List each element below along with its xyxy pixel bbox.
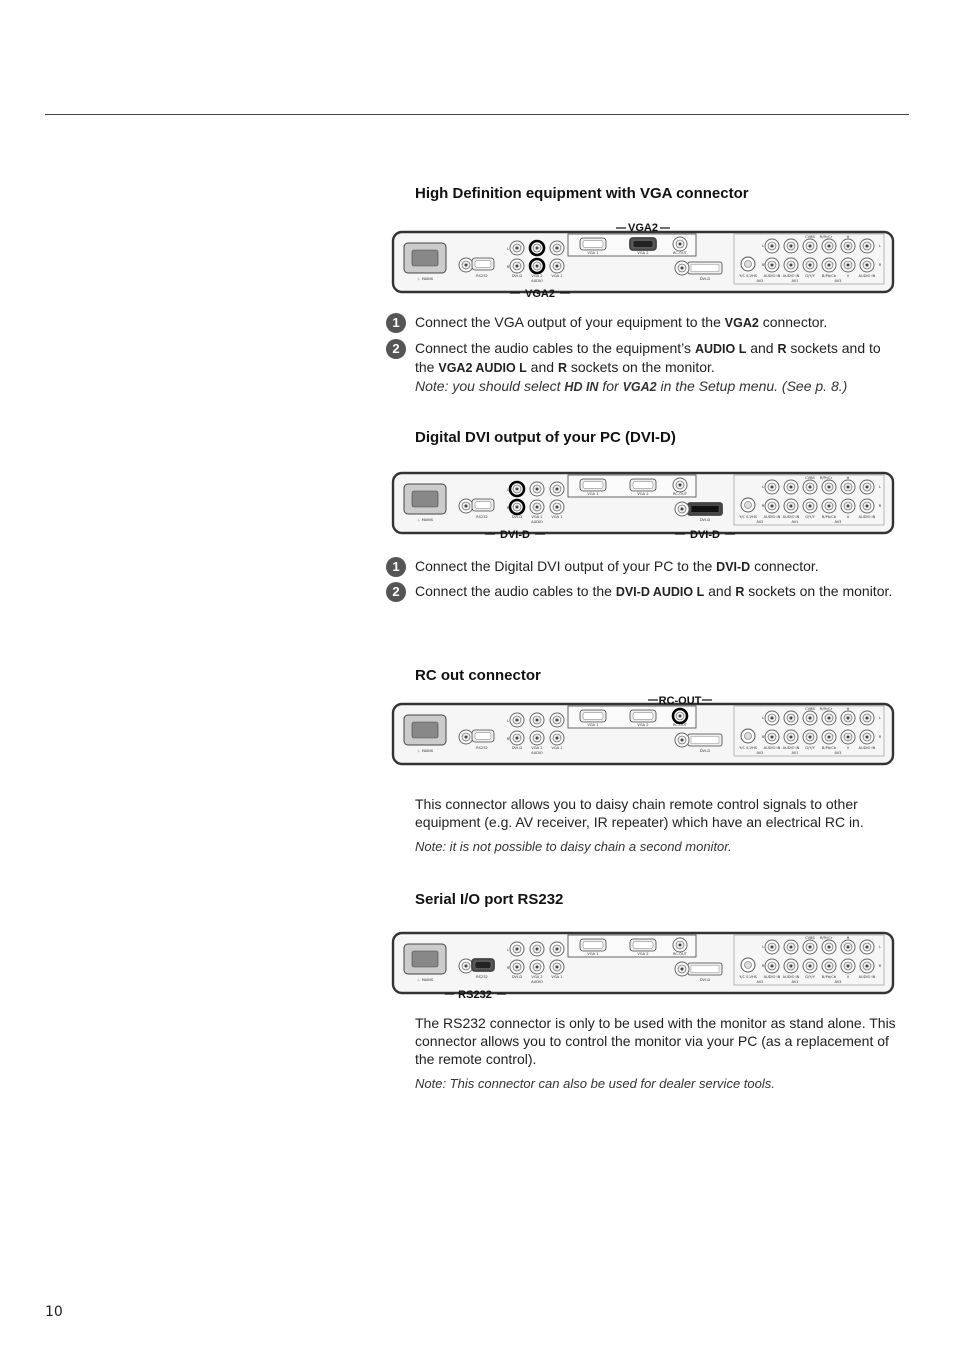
- rca-pin: [847, 245, 850, 248]
- panel-diagram: [390, 923, 896, 1003]
- av3-l-label: L: [878, 485, 882, 489]
- bold-term: R: [735, 585, 745, 599]
- rca-pin: [681, 968, 684, 971]
- mains-socket: [412, 250, 438, 266]
- av3-l-label: L: [878, 716, 882, 720]
- rca-pin: [809, 946, 812, 949]
- mains-label: ⏚ MAINS: [416, 749, 434, 753]
- d-sub-pins: [475, 733, 491, 740]
- rs232-label: RS232: [476, 975, 488, 979]
- v-label: V: [846, 975, 850, 979]
- text: Connect the audio cables to the equipment’s: [415, 340, 695, 356]
- rca-pin: [536, 265, 539, 268]
- step-number: 2: [386, 582, 406, 602]
- text: and: [704, 583, 736, 599]
- audio-vga1-label: VGA 1: [551, 746, 563, 750]
- rca-pin: [465, 505, 468, 508]
- audio-l-label: L: [506, 719, 510, 723]
- rca-pin: [516, 737, 519, 740]
- av3-audio-label: AUDIO IN: [858, 515, 876, 519]
- rca-pin: [536, 488, 539, 491]
- rca-pin: [556, 265, 559, 268]
- text: sockets on the monitor.: [744, 583, 893, 599]
- bold-term: R: [777, 342, 787, 356]
- d-sub-pins: [583, 942, 603, 949]
- svhs-label: Y/C S-VHS: [739, 746, 757, 750]
- svhs-label: Y/C S-VHS: [739, 975, 757, 979]
- bpb-label: B/Pb/Cb: [821, 515, 837, 519]
- svhs-label: Y/C S-VHS: [739, 274, 757, 278]
- panel-diagram: [390, 694, 896, 774]
- rca-pin: [790, 245, 793, 248]
- bpb-label: B/Pb/Cb: [821, 746, 837, 750]
- rca-pin: [556, 737, 559, 740]
- rcout-label: RC-OUT: [673, 723, 687, 727]
- d-sub-pins: [475, 962, 491, 969]
- rca-pin: [771, 264, 774, 267]
- bold-term: VGA2: [622, 380, 657, 394]
- vga1-label: VGA 1: [587, 251, 599, 255]
- rca-pin: [536, 737, 539, 740]
- bold-term: AUDIO L: [694, 342, 747, 356]
- rca-pin: [847, 965, 850, 968]
- rca-pin: [556, 966, 559, 969]
- av1-label: AV1: [791, 980, 799, 984]
- vga-step-1: [386, 313, 901, 332]
- text: and: [526, 359, 558, 375]
- rca-pin: [847, 264, 850, 267]
- text: Connect the audio cables to the: [415, 583, 616, 599]
- rca-pin: [866, 486, 869, 489]
- rca-pin: [828, 245, 831, 248]
- av2-l-label: L: [761, 716, 765, 720]
- av2-r-label: R: [761, 263, 765, 267]
- av1-label: AV1: [791, 751, 799, 755]
- bold-term: R: [557, 361, 567, 375]
- rca-pin: [828, 736, 831, 739]
- rca-pin: [790, 717, 793, 720]
- rca-pin: [536, 247, 539, 250]
- text: in the Setup menu. (See p. 8.): [656, 378, 848, 394]
- text: Connect the Digital DVI output of your PC to the: [415, 558, 717, 574]
- av2-audio-label: AUDIO IN: [763, 515, 781, 519]
- av2-audio-label: AUDIO IN: [763, 746, 781, 750]
- h-label: H: [846, 476, 850, 480]
- rca-pin: [771, 736, 774, 739]
- text: sockets and to the: [415, 340, 881, 375]
- gyy-label: G/Y/Y: [805, 274, 815, 278]
- audio-vga1-label: VGA 1: [551, 515, 563, 519]
- av2-audio-label: AUDIO IN: [763, 975, 781, 979]
- connector-panel-vga: [390, 222, 896, 302]
- audio-r-label: R: [506, 265, 510, 269]
- audio-dvid-label: DVI-D: [511, 975, 523, 979]
- rca-pin: [465, 264, 468, 267]
- text: connector.: [750, 558, 819, 574]
- section-title-rs232: Serial I/O port RS232: [415, 891, 564, 908]
- rca-pin: [556, 247, 559, 250]
- av3-label: AV3: [834, 279, 842, 283]
- svhs-pins: [745, 733, 752, 740]
- av2-r-label: R: [761, 735, 765, 739]
- rca-pin: [679, 944, 682, 947]
- rca-pin: [866, 264, 869, 267]
- audio-vga2-label: VGA 2: [531, 274, 543, 278]
- av1-audio-label: AUDIO IN: [782, 746, 800, 750]
- rca-pin: [866, 245, 869, 248]
- bold-term: VGA2: [724, 316, 759, 330]
- av1-label: AV1: [791, 279, 799, 283]
- av3-label: AV3: [834, 751, 842, 755]
- audio-l-label: L: [506, 948, 510, 952]
- dvid-callout-right: DVI-D: [690, 529, 720, 541]
- rca-pin: [536, 719, 539, 722]
- rca-pin: [516, 719, 519, 722]
- rca-pin: [790, 486, 793, 489]
- rca-pin: [809, 965, 812, 968]
- rca-pin: [809, 245, 812, 248]
- rca-pin: [516, 506, 519, 509]
- gyy-label: G/Y/Y: [805, 515, 815, 519]
- audio-r-label: R: [506, 966, 510, 970]
- rca-pin: [536, 506, 539, 509]
- bold-term: DVI-D: [716, 560, 751, 574]
- av3-r-label: R: [878, 263, 882, 267]
- rc-paragraph: This connector allows you to daisy chain remote control signals to other equipment (e.g. AV receiver, IR repeater) which have an electrical RC in.: [415, 796, 864, 830]
- audio-dvid-label: DVI-D: [511, 274, 523, 278]
- connector-panel-rc: [390, 694, 896, 774]
- mains-label: ⏚ MAINS: [416, 518, 434, 522]
- rca-pin: [516, 966, 519, 969]
- rpr-label: R/Pr/Cr: [819, 476, 833, 480]
- rca-pin: [809, 264, 812, 267]
- rca-pin: [847, 505, 850, 508]
- dvid-label: DVI-D: [699, 749, 711, 753]
- rca-pin: [556, 948, 559, 951]
- rca-pin: [866, 736, 869, 739]
- dvi-pins: [691, 966, 719, 973]
- vga-step-2: [386, 339, 901, 396]
- rs232-callout: RS232: [458, 989, 492, 1001]
- vga1-label: VGA 1: [587, 723, 599, 727]
- d-sub-pins: [633, 241, 653, 248]
- d-sub-pins: [633, 942, 653, 949]
- d-sub-pins: [633, 713, 653, 720]
- dvi-step-2: [386, 582, 901, 601]
- v-label: V: [846, 515, 850, 519]
- av2-l-label: L: [761, 485, 765, 489]
- rca-pin: [809, 736, 812, 739]
- audio-vga2-label: VGA 2: [531, 515, 543, 519]
- audio-vga2-label: VGA 2: [531, 975, 543, 979]
- vga2-label: VGA 2: [637, 492, 649, 496]
- av3-l-label: L: [878, 244, 882, 248]
- rs232-label: RS232: [476, 274, 488, 278]
- mains-label: ⏚ MAINS: [416, 277, 434, 281]
- rpr-label: R/Pr/Cr: [819, 936, 833, 940]
- rc-note: Note: it is not possible to daisy chain a second monitor.: [415, 839, 732, 854]
- rca-pin: [828, 505, 831, 508]
- vga2-label: VGA 2: [637, 251, 649, 255]
- rca-pin: [556, 506, 559, 509]
- audio-dvid-label: DVI-D: [511, 746, 523, 750]
- vga1-label: VGA 1: [587, 492, 599, 496]
- rca-pin: [847, 946, 850, 949]
- av3-l-label: L: [878, 945, 882, 949]
- d-sub-pins: [475, 502, 491, 509]
- av2-label: AV2: [756, 279, 764, 283]
- dvi-pins: [691, 737, 719, 744]
- d-sub-pins: [583, 482, 603, 489]
- rca-pin: [828, 965, 831, 968]
- rca-pin: [556, 719, 559, 722]
- text: connector.: [758, 314, 828, 330]
- svhs-label: Y/C S-VHS: [739, 515, 757, 519]
- rca-pin: [847, 717, 850, 720]
- rca-pin: [790, 965, 793, 968]
- rca-pin: [809, 717, 812, 720]
- rcout-label: RC-OUT: [673, 251, 687, 255]
- rca-pin: [828, 946, 831, 949]
- mains-socket: [412, 722, 438, 738]
- av3-r-label: R: [878, 964, 882, 968]
- av3-label: AV3: [834, 520, 842, 524]
- h-label: H: [846, 936, 850, 940]
- section-title-rc: RC out connector: [415, 667, 541, 684]
- audio-label: AUDIO: [531, 279, 543, 283]
- vga1-label: VGA 1: [587, 952, 599, 956]
- av3-audio-label: AUDIO IN: [858, 975, 876, 979]
- rca-pin: [771, 245, 774, 248]
- av3-label: AV3: [834, 980, 842, 984]
- svhs-pins: [745, 962, 752, 969]
- audio-vga1-label: VGA 1: [551, 274, 563, 278]
- av2-label: AV2: [756, 751, 764, 755]
- audio-l-label: L: [506, 488, 510, 492]
- panel-diagram: [390, 222, 896, 302]
- d-sub-pins: [475, 261, 491, 268]
- dvi-step-1: [386, 557, 901, 576]
- rs232-paragraph: The RS232 connector is only to be used with the monitor as stand alone. This connector allows you to control the monitor via your PC (as a replacement of the remote control).: [415, 1015, 896, 1067]
- rca-pin: [536, 966, 539, 969]
- dvid-callout-left: DVI-D: [500, 529, 530, 541]
- vga2-callout-top: VGA2: [628, 222, 658, 234]
- dvid-label: DVI-D: [699, 277, 711, 281]
- av2-r-label: R: [761, 964, 765, 968]
- rca-pin: [465, 965, 468, 968]
- rca-pin: [556, 488, 559, 491]
- rca-pin: [536, 948, 539, 951]
- rpr-label: R/Pr/Cr: [819, 235, 833, 239]
- cvbs-label: CVBS: [805, 235, 815, 239]
- av1-label: AV1: [791, 520, 799, 524]
- mains-socket: [412, 491, 438, 507]
- mains-label: ⏚ MAINS: [416, 978, 434, 982]
- connector-panel-dvi: [390, 463, 896, 543]
- bold-term: VGA2 AUDIO L: [438, 361, 527, 375]
- text: for: [598, 378, 623, 394]
- vga2-label: VGA 2: [637, 952, 649, 956]
- panel-diagram: [390, 463, 896, 543]
- section-title-vga: High Definition equipment with VGA connector: [415, 185, 749, 202]
- av3-r-label: R: [878, 735, 882, 739]
- rca-pin: [828, 264, 831, 267]
- av3-r-label: R: [878, 504, 882, 508]
- rca-pin: [771, 946, 774, 949]
- audio-vga1-label: VGA 1: [551, 975, 563, 979]
- av3-audio-label: AUDIO IN: [858, 746, 876, 750]
- bpb-label: B/Pb/Cb: [821, 274, 837, 278]
- rca-pin: [681, 508, 684, 511]
- av2-audio-label: AUDIO IN: [763, 274, 781, 278]
- step-number: 1: [386, 557, 406, 577]
- cvbs-label: CVBS: [805, 936, 815, 940]
- audio-label: AUDIO: [531, 520, 543, 524]
- rpr-label: R/Pr/Cr: [819, 707, 833, 711]
- text: Note: you should select: [415, 378, 565, 394]
- rca-pin: [828, 486, 831, 489]
- bold-term: HD IN: [564, 380, 599, 394]
- rs232-note: Note: This connector can also be used for dealer service tools.: [415, 1076, 775, 1091]
- av3-audio-label: AUDIO IN: [858, 274, 876, 278]
- rcout-callout: RC-OUT: [658, 695, 702, 707]
- rca-pin: [790, 946, 793, 949]
- dvi-pins: [691, 265, 719, 272]
- rcout-label: RC-OUT: [673, 952, 687, 956]
- rcout-label: RC-OUT: [673, 492, 687, 496]
- h-label: H: [846, 707, 850, 711]
- dvid-label: DVI-D: [699, 978, 711, 982]
- v-label: V: [846, 274, 850, 278]
- gyy-label: G/Y/Y: [805, 746, 815, 750]
- text: Connect the VGA output of your equipment to the: [415, 314, 725, 330]
- rca-pin: [516, 265, 519, 268]
- svhs-pins: [745, 261, 752, 268]
- v-label: V: [846, 746, 850, 750]
- audio-l-label: L: [506, 247, 510, 251]
- rca-pin: [866, 717, 869, 720]
- vga2-callout-bottom: VGA2: [525, 288, 555, 300]
- rca-pin: [866, 965, 869, 968]
- av1-audio-label: AUDIO IN: [782, 515, 800, 519]
- page-number: 10: [45, 1304, 63, 1320]
- rca-pin: [866, 946, 869, 949]
- av1-audio-label: AUDIO IN: [782, 274, 800, 278]
- rca-pin: [679, 243, 682, 246]
- bpb-label: B/Pb/Cb: [821, 975, 837, 979]
- audio-label: AUDIO: [531, 751, 543, 755]
- rca-pin: [790, 736, 793, 739]
- rca-pin: [679, 715, 682, 718]
- rca-pin: [809, 505, 812, 508]
- step-number: 1: [386, 313, 406, 333]
- audio-label: AUDIO: [531, 980, 543, 984]
- rca-pin: [681, 739, 684, 742]
- bold-term: DVI-D AUDIO L: [615, 585, 705, 599]
- rca-pin: [465, 736, 468, 739]
- gyy-label: G/Y/Y: [805, 975, 815, 979]
- dvid-label: DVI-D: [699, 518, 711, 522]
- rca-pin: [679, 484, 682, 487]
- av2-l-label: L: [761, 244, 765, 248]
- rca-pin: [771, 505, 774, 508]
- h-label: H: [846, 235, 850, 239]
- cvbs-label: CVBS: [805, 707, 815, 711]
- header-rule: [45, 114, 909, 115]
- rca-pin: [809, 486, 812, 489]
- vga2-label: VGA 2: [637, 723, 649, 727]
- av2-label: AV2: [756, 980, 764, 984]
- vga-note: [415, 378, 847, 394]
- av2-l-label: L: [761, 945, 765, 949]
- audio-vga2-label: VGA 2: [531, 746, 543, 750]
- text: and: [746, 340, 778, 356]
- rca-pin: [516, 488, 519, 491]
- av1-audio-label: AUDIO IN: [782, 975, 800, 979]
- mains-socket: [412, 951, 438, 967]
- rca-pin: [771, 717, 774, 720]
- rca-pin: [866, 505, 869, 508]
- rca-pin: [790, 505, 793, 508]
- rca-pin: [681, 267, 684, 270]
- audio-r-label: R: [506, 737, 510, 741]
- av2-label: AV2: [756, 520, 764, 524]
- rca-pin: [516, 948, 519, 951]
- step-number: 2: [386, 339, 406, 359]
- dvi-pins: [691, 506, 719, 513]
- rca-pin: [828, 717, 831, 720]
- rca-pin: [847, 486, 850, 489]
- svhs-pins: [745, 502, 752, 509]
- connector-panel-rs232: [390, 923, 896, 1003]
- d-sub-pins: [583, 241, 603, 248]
- text: sockets on the monitor.: [566, 359, 715, 375]
- rs232-label: RS232: [476, 746, 488, 750]
- rca-pin: [516, 247, 519, 250]
- audio-dvid-label: DVI-D: [511, 515, 523, 519]
- section-title-dvi: Digital DVI output of your PC (DVI-D): [415, 429, 676, 446]
- rca-pin: [790, 264, 793, 267]
- d-sub-pins: [633, 482, 653, 489]
- rca-pin: [771, 486, 774, 489]
- d-sub-pins: [583, 713, 603, 720]
- av2-r-label: R: [761, 504, 765, 508]
- rca-pin: [771, 965, 774, 968]
- cvbs-label: CVBS: [805, 476, 815, 480]
- audio-r-label: R: [506, 506, 510, 510]
- rca-pin: [847, 736, 850, 739]
- rs232-label: RS232: [476, 515, 488, 519]
